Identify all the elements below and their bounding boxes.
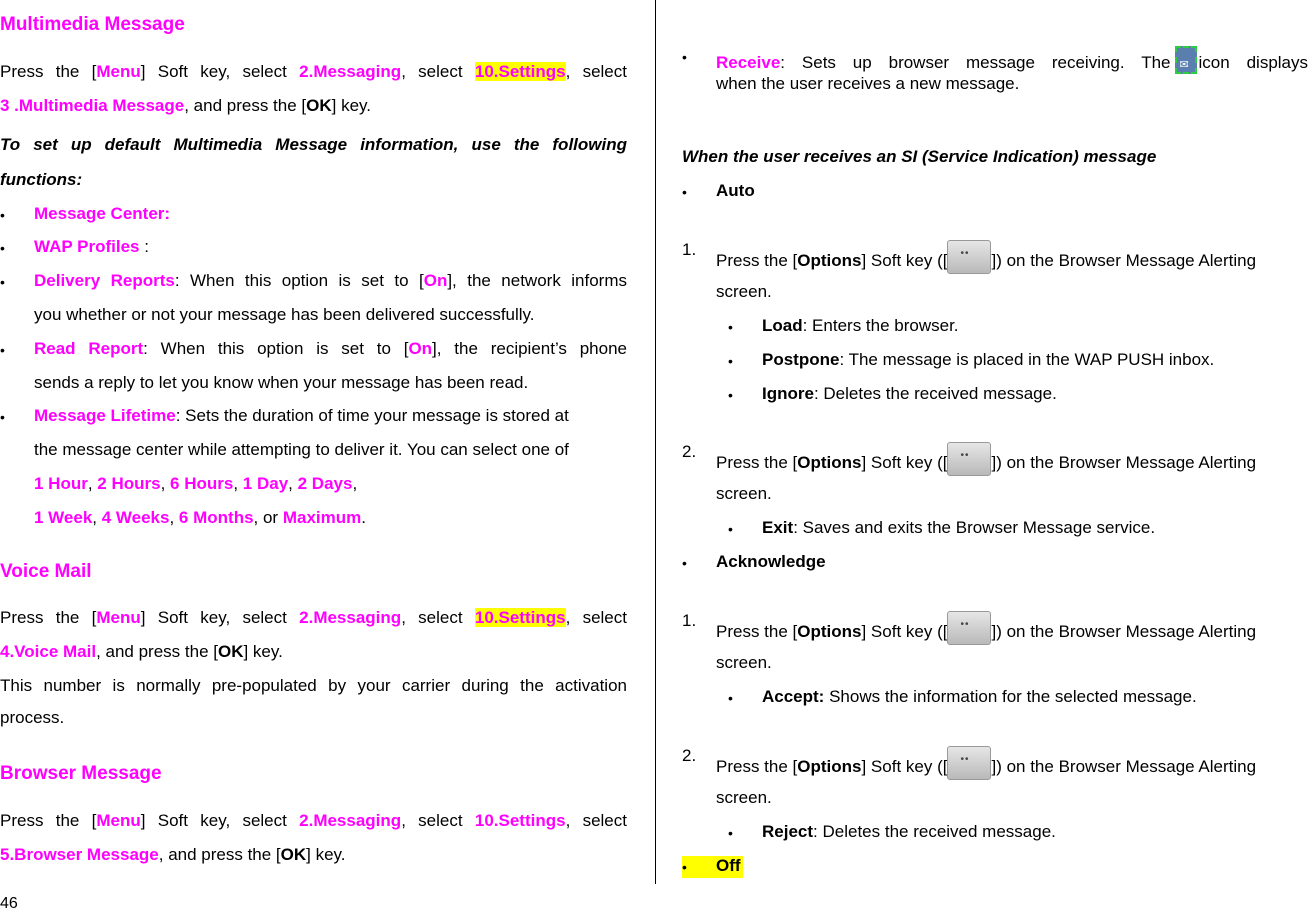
options-softkey-icon [947, 442, 991, 476]
bullet: • [682, 859, 687, 875]
settings-highlight: 10.Settings [474, 62, 566, 81]
step-instruction-line2: screen. [716, 653, 772, 672]
mode-acknowledge: Acknowledge [716, 552, 826, 571]
option-message-lifetime-line2: the message center while attempting to deliver it. You can select one of [34, 440, 569, 459]
si-heading: When the user receives an SI (Service Indication) message [682, 147, 1157, 166]
option-delivery-reports-line2: you whether or not your message has been delivered successfully. [34, 305, 535, 324]
bullet: • [728, 387, 733, 403]
bullet: • [0, 274, 5, 290]
lifetime-options-line1: 1 Hour, 2 Hours, 6 Hours, 1 Day, 2 Days, [34, 474, 358, 493]
mms-instruction-line1: Press the [Menu] Soft key, select 2.Messaging, select 10.Settings, select [0, 62, 627, 81]
receive-line1: Receive: Sets up browser message receiving. The✉ icon displays [716, 46, 1308, 74]
lifetime-options-line2: 1 Week, 4 Weeks, 6 Months, or Maximum. [34, 508, 366, 527]
mms-intro-line2: functions: [0, 170, 83, 189]
step-number: 2. [682, 746, 697, 765]
bullet: • [728, 690, 733, 706]
mms-intro-line1: To set up default Multimedia Message information, use the following [0, 135, 627, 154]
step-instruction-line2: screen. [716, 484, 772, 503]
step-number: 1. [682, 240, 697, 259]
mode-off: Off [716, 856, 741, 875]
section-title-voice-mail: Voice Mail [0, 561, 92, 582]
step-instruction: Press the [Options] Soft key ([•• ]) on the Browser Message Alerting [716, 746, 1256, 780]
section-title-browser-message: Browser Message [0, 763, 162, 784]
browser-instruction-line1: Press the [Menu] Soft key, select 2.Messaging, select 10.Settings, select [0, 811, 627, 830]
receive-line2: when the user receives a new message. [716, 74, 1020, 93]
settings-highlight: 10.Settings [474, 608, 566, 627]
browser-message-icon [1175, 46, 1197, 74]
option-accept: Accept: Shows the information for the selected message. [762, 687, 1197, 706]
bullet: • [0, 207, 5, 223]
step-number: 1. [682, 611, 697, 630]
step-number: 2. [682, 442, 697, 461]
options-softkey-icon [947, 240, 991, 274]
voice-note-line1: This number is normally pre-populated by your carrier during the activation [0, 676, 627, 695]
voice-note-line2: process. [0, 708, 65, 727]
bullet: • [0, 240, 5, 256]
voice-instruction-line1: Press the [Menu] Soft key, select 2.Messaging, select 10.Settings, select [0, 608, 627, 627]
bullet: • [682, 184, 687, 200]
step-instruction: Press the [Options] Soft key ([•• ]) on the Browser Message Alerting [716, 442, 1256, 476]
option-delivery-reports: Delivery Reports: When this option is set to [On], the network informs [34, 271, 627, 290]
option-load-text: Load: Enters the browser. [762, 316, 959, 335]
option-exit: Exit: Saves and exits the Browser Message service. [762, 518, 1156, 537]
voice-instruction-line2: 4.Voice Mail, and press the [OK] key. [0, 642, 283, 661]
section-title-multimedia-message: Multimedia Message [0, 14, 185, 35]
bullet: • [728, 353, 733, 369]
step-instruction: Press the [Options] Soft key ([•• ]) on the Browser Message Alerting [716, 611, 1256, 645]
step-instruction: Press the [Options] Soft key ([•• ]) on the Browser Message Alerting [716, 240, 1256, 274]
column-divider [655, 0, 656, 884]
options-softkey-icon [947, 746, 991, 780]
options-softkey-icon [947, 611, 991, 645]
bullet: • [682, 49, 687, 65]
step-instruction-line2: screen. [716, 282, 772, 301]
page-number: 46 [0, 895, 18, 912]
bullet: • [0, 409, 5, 425]
browser-instruction-line2: 5.Browser Message, and press the [OK] key. [0, 845, 346, 864]
option-postpone: Postpone: The message is placed in the WAP PUSH inbox. [762, 350, 1215, 369]
option-reject: Reject: Deletes the received message. [762, 822, 1056, 841]
bullet: • [682, 555, 687, 571]
option-wap-profiles: WAP Profiles : [34, 237, 149, 256]
option-read-report-line2: sends a reply to let you know when your message has been read. [34, 373, 529, 392]
bullet: • [728, 521, 733, 537]
step-instruction-line2: screen. [716, 788, 772, 807]
option-message-center: Message Center: [34, 204, 171, 223]
bullet: • [728, 319, 733, 335]
option-message-lifetime: Message Lifetime: Sets the duration of time your message is stored at [34, 406, 569, 425]
mode-auto: Auto [716, 181, 755, 200]
bullet: • [728, 825, 733, 841]
option-read-report: Read Report: When this option is set to [On], the recipient’s phone [34, 339, 627, 358]
mms-instruction-line2: 3 .Multimedia Message, and press the [OK] key. [0, 96, 372, 115]
bullet: • [0, 342, 5, 358]
option-ignore: Ignore: Deletes the received message. [762, 384, 1057, 403]
